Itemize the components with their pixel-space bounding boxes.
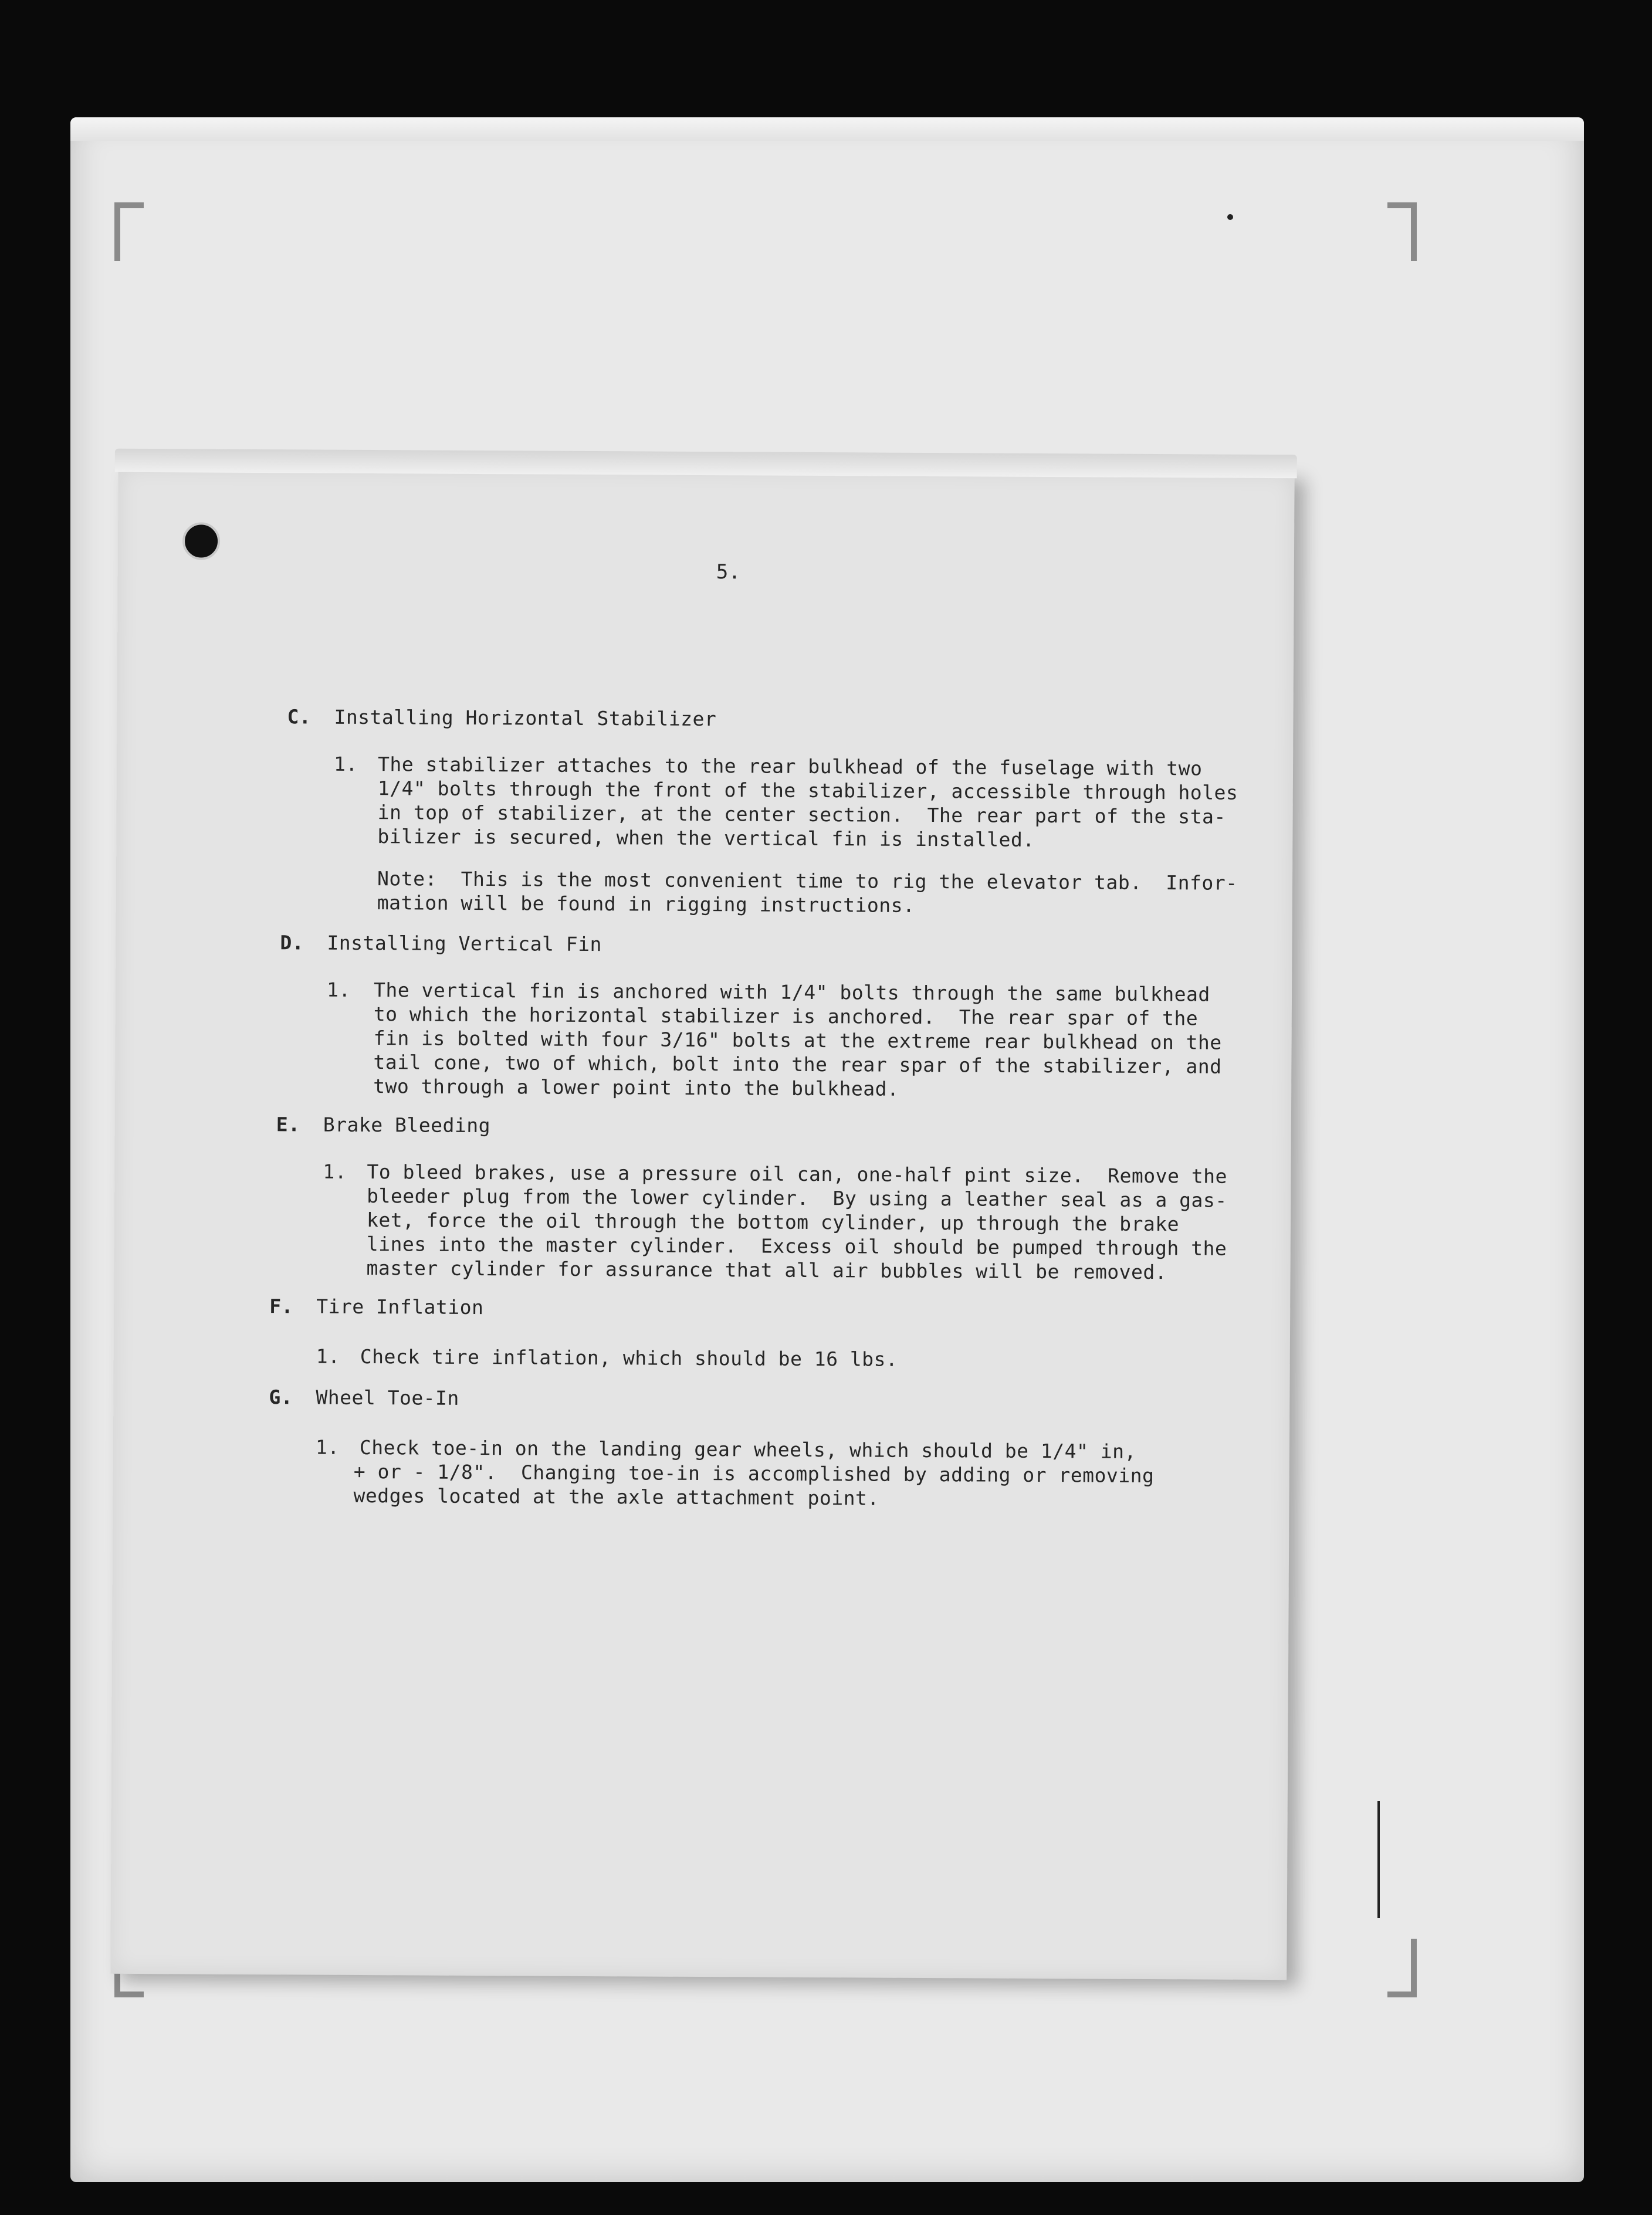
section-d-item-line: The vertical fin is anchored with 1/4" bolts through the same bulkhead <box>373 978 1210 1006</box>
section-c-note-line: mation will be found in rigging instructions. <box>377 891 915 917</box>
section-f-item-number: 1. <box>316 1344 340 1368</box>
section-c-heading: Installing Horizontal Stabilizer <box>334 705 717 731</box>
crop-mark-top-left <box>114 202 144 261</box>
section-e-heading: Brake Bleeding <box>323 1113 491 1137</box>
section-c-item-line: in top of stabilizer, at the center section. The rear part of the sta- <box>377 801 1226 828</box>
typed-sheet <box>110 466 1294 1980</box>
section-e-item-line: master cylinder for assurance that all air bubbles will be removed. <box>366 1256 1167 1284</box>
section-f-item-line: Check tire inflation, which should be 16 lbs. <box>360 1344 898 1371</box>
section-f-letter: F. <box>269 1295 294 1318</box>
section-e-letter: E. <box>276 1113 300 1136</box>
section-g-heading: Wheel Toe-In <box>316 1386 459 1410</box>
section-c-item-line: bilizer is secured, when the vertical fin is installed. <box>377 825 1035 851</box>
stray-vertical-line <box>1377 1801 1380 1918</box>
section-d-item-line: tail cone, two of which, bolt into the rear spar of the stabilizer, and <box>373 1051 1222 1078</box>
crop-mark-bottom-right <box>1387 1939 1417 1997</box>
page-number: 5. <box>716 560 741 584</box>
section-g-letter: G. <box>269 1386 293 1409</box>
section-d-letter: D. <box>280 931 304 954</box>
section-e-item-line: ket, force the oil through the bottom cylinder, up through the brake <box>366 1208 1180 1236</box>
section-e-item-line: bleeder plug from the lower cylinder. By using a leather seal as a gas- <box>367 1184 1227 1212</box>
crop-mark-top-right <box>1387 202 1417 261</box>
section-d-item-line: to which the horizontal stabilizer is anchored. The rear spar of the <box>373 1002 1199 1030</box>
section-g-item-line: + or - 1/8". Changing toe-in is accomplished by adding or removing <box>353 1459 1155 1488</box>
section-d-heading: Installing Vertical Fin <box>327 931 602 956</box>
section-e-item-line: To bleed brakes, use a pressure oil can, one-half pint size. Remove the <box>367 1160 1228 1188</box>
section-c-item-line: The stabilizer attaches to the rear bulkhead of the fuselage with two <box>377 753 1203 780</box>
section-c-note-line: Note: This is the most convenient time to rig the elevator tab. Infor- <box>377 867 1238 895</box>
section-g-item-line: Check toe-in on the landing gear wheels, which should be 1/4" in, <box>359 1435 1136 1463</box>
stray-dot <box>1227 214 1233 220</box>
section-c-item-number: 1. <box>333 752 358 775</box>
section-g-item-line: wedges located at the axle attachment point. <box>353 1484 879 1510</box>
section-d-item-line: two through a lower point into the bulkhead. <box>373 1075 899 1100</box>
section-e-item-line: lines into the master cylinder. Excess oil should be pumped through the <box>366 1232 1227 1260</box>
section-g-item-number: 1. <box>315 1435 340 1459</box>
section-c-item-line: 1/4" bolts through the front of the stabilizer, accessible through holes <box>377 777 1238 804</box>
section-d-item-line: fin is bolted with four 3/16" bolts at the extreme rear bulkhead on the <box>373 1027 1222 1054</box>
board-top-edge <box>70 117 1584 141</box>
section-f-heading: Tire Inflation <box>316 1295 484 1319</box>
section-e-item-number: 1. <box>323 1160 347 1183</box>
punch-hole <box>182 522 220 560</box>
section-c-letter: C. <box>287 705 312 729</box>
section-d-item-number: 1. <box>326 978 351 1001</box>
